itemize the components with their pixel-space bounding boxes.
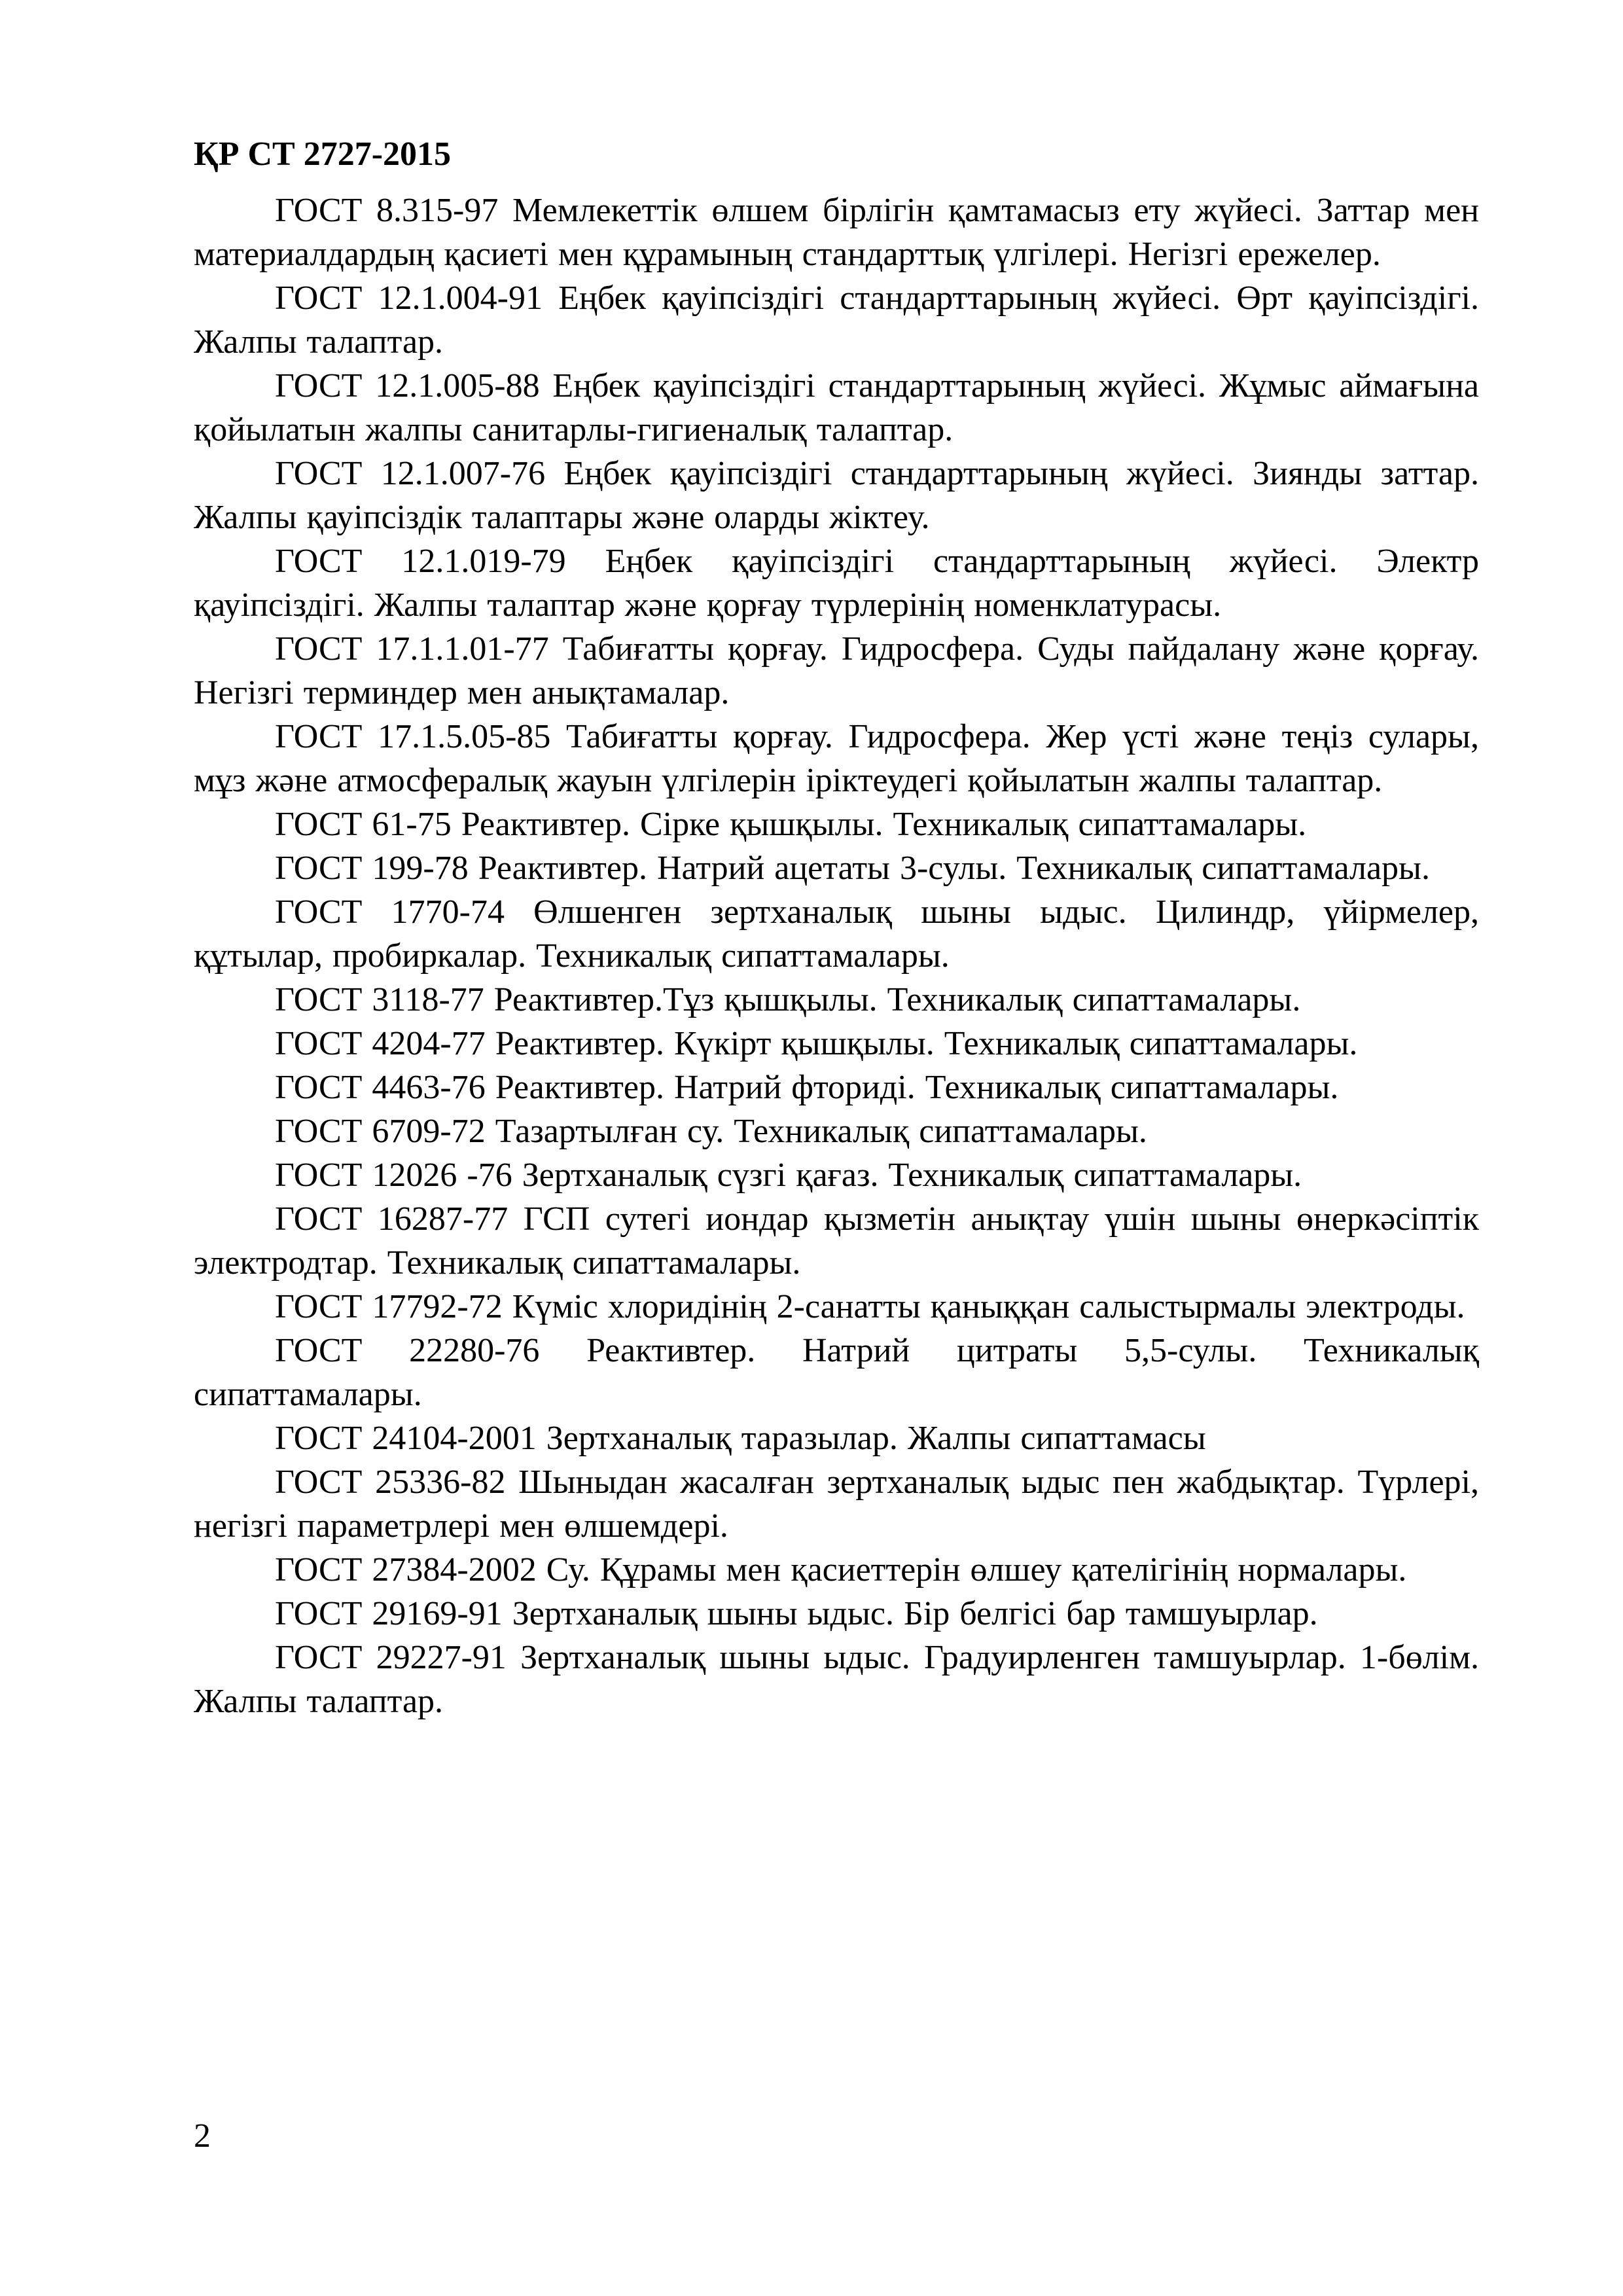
reference-item: ГОСТ 17.1.1.01-77 Табиғатты қорғау. Гидросфера. Суды пайдалану және қорғау. Негізгі терминдер мен анықтамалар. — [194, 630, 1479, 711]
reference-item: ГОСТ 17.1.5.05-85 Табиғатты қорғау. Гидросфера. Жер үсті және теңіз сулары, мұз және атмосфералық жауын үлгілерін іріктеудегі қойылатын жалпы талаптар. — [194, 718, 1479, 799]
reference-item: ГОСТ 4204-77 Реактивтер. Күкірт қышқылы. Техникалық сипаттамалары. — [275, 1025, 1358, 1062]
reference-item: ГОСТ 29227-91 Зертханалық шыны ыдыс. Градуирленген тамшуырлар. 1-бөлім. Жалпы талаптар. — [194, 1639, 1479, 1720]
reference-item: ГОСТ 29169-91 Зертханалық шыны ыдыс. Бір белгісі бар тамшуырлар. — [275, 1595, 1318, 1632]
page-number: 2 — [194, 2117, 211, 2155]
reference-item: ГОСТ 61-75 Реактивтер. Сірке қышқылы. Техникалық сипаттамалары. — [275, 806, 1307, 843]
reference-item: ГОСТ 24104-2001 Зертханалық таразылар. Жалпы сипаттамасы — [275, 1420, 1206, 1457]
reference-item: ГОСТ 17792-72 Күміс хлоридінің 2-санатты қаныққан салыстырмалы электроды. — [275, 1288, 1465, 1325]
reference-item: ГОСТ 12.1.007-76 Еңбек қауіпсіздігі стандарттарының жүйесі. Зиянды заттар. Жалпы қауіпсіздік талаптары және оларды жіктеу. — [194, 455, 1479, 536]
reference-item: ГОСТ 1770-74 Өлшенген зертханалық шыны ыдыс. Цилиндр, үйірмелер, құтылар, пробиркалар. Техникалық сипаттамалары. — [194, 893, 1479, 975]
reference-item: ГОСТ 6709-72 Тазартылған су. Техникалық сипаттамалары. — [275, 1113, 1147, 1150]
reference-item: ГОСТ 3118-77 Реактивтер.Тұз қышқылы. Техникалық сипаттамалары. — [275, 981, 1301, 1018]
reference-item: ГОСТ 16287-77 ГСП сутегі иондар қызметін анықтау үшін шыны өнеркәсіптік электродтар. Техникалық сипаттамалары. — [194, 1200, 1479, 1282]
reference-item: ГОСТ 12.1.005-88 Еңбек қауіпсіздігі стандарттарының жүйесі. Жұмыс аймағына қойылатын жалпы санитарлы-гигиеналық талаптар. — [194, 367, 1479, 448]
document-code-header: ҚР СТ 2727-2015 — [194, 135, 452, 173]
reference-item: ГОСТ 12.1.019-79 Еңбек қауіпсіздігі стандарттарының жүйесі. Электр қауіпсіздігі. Жалпы талаптар және қорғау түрлерінің номенклатурасы. — [194, 543, 1479, 624]
reference-item: ГОСТ 12.1.004-91 Еңбек қауіпсіздігі стандарттарының жүйесі. Өрт қауіпсіздігі. Жалпы талаптар. — [194, 279, 1479, 361]
reference-item: ГОСТ 27384-2002 Су. Құрамы мен қасиеттерін өлшеу қателігінің нормалары. — [275, 1551, 1407, 1588]
reference-item: ГОСТ 199-78 Реактивтер. Натрий ацетаты 3-сулы. Техникалық сипаттамалары. — [275, 850, 1430, 887]
reference-item: ГОСТ 8.315-97 Мемлекеттік өлшем бірлігін қамтамасыз ету жүйесі. Заттар мен материалдардың қасиеті мен құрамының стандарттық үлгілері. Негізгі ережелер. — [194, 192, 1479, 273]
reference-item: ГОСТ 22280-76 Реактивтер. Натрий цитраты 5,5-сулы. Техникалық сипаттамалары. — [194, 1332, 1479, 1413]
reference-item: ГОСТ 4463-76 Реактивтер. Натрий фториді. Техникалық сипаттамалары. — [275, 1069, 1339, 1106]
reference-item: ГОСТ 12026 -76 Зертханалық сүзгі қағаз. Техникалық сипаттамалары. — [275, 1157, 1302, 1194]
normative-references-list — [194, 188, 1479, 1723]
reference-item: ГОСТ 25336-82 Шыныдан жасалған зертханалық ыдыс пен жабдықтар. Түрлері, негізгі параметрлері мен өлшемдері. — [194, 1463, 1479, 1545]
